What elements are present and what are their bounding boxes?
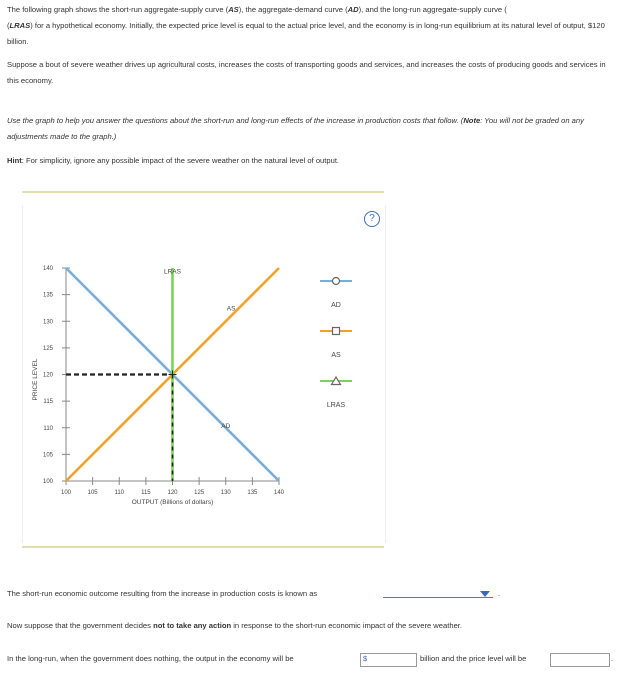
scenario-paragraph: Suppose a bout of severe weather drives up agricultural costs, increases the costs of transporting goods and services, and increases the costs of producing goods and services in this economy. xyxy=(7,60,606,85)
legend-lras-label: LRAS xyxy=(326,402,346,409)
currency-symbol: $ xyxy=(363,654,368,663)
y-tick-label: 135 xyxy=(42,292,53,299)
output-input[interactable] xyxy=(360,653,417,667)
graph-bottom-divider xyxy=(22,546,384,548)
y-tick-label: 115 xyxy=(43,399,53,406)
q1-dropdown[interactable] xyxy=(383,597,493,598)
y-axis-label: PRICE LEVEL xyxy=(32,358,39,401)
legend-ad-label: AD xyxy=(331,302,341,309)
y-tick-label: 105 xyxy=(42,452,53,459)
q1-period: . xyxy=(498,589,501,598)
legend-square-marker-icon[interactable] xyxy=(333,328,340,335)
q3-text-price: billion and the price level will be xyxy=(420,654,527,663)
q1-text: The short-run economic outcome resulting from the increase in production costs is known as xyxy=(7,589,318,598)
legend-as-label: AS xyxy=(331,352,341,359)
q3-period: . xyxy=(611,654,614,663)
x-axis-label: OUTPUT (Billions of dollars) xyxy=(131,499,214,506)
q2-text: Now suppose that the government decides not to take any action in response to the short-run economic impact of the severe weather. xyxy=(7,621,463,630)
x-tick-label: 115 xyxy=(141,490,151,496)
x-tick-label: 125 xyxy=(194,490,205,496)
y-tick-label: 130 xyxy=(42,319,53,326)
lras-curve-label: LRAS xyxy=(164,268,181,276)
ad-curve-label: AD xyxy=(221,422,231,430)
aggregate-supply-demand-chart[interactable] xyxy=(23,205,385,543)
x-tick-label: 130 xyxy=(220,490,231,496)
instructions-paragraph: Use the graph to help you answer the questions about the short-run and long-run effects of the increase in production costs that follow. (Note: You will not be graded on any adjustments made to the graph.) xyxy=(7,116,584,141)
x-tick-label: 140 xyxy=(273,490,285,496)
hint-paragraph: Hint: For simplicity, ignore any possible impact of the severe weather on the natural level of output. xyxy=(7,156,340,165)
graph-top-divider xyxy=(22,191,384,193)
y-tick-label: 100 xyxy=(42,479,53,485)
q3-text-output: In the long-run, when the government does nothing, the output in the economy will be xyxy=(7,654,294,663)
x-tick-label: 135 xyxy=(247,490,258,496)
y-tick-label: 125 xyxy=(42,345,53,352)
price-level-input[interactable] xyxy=(550,653,610,667)
as-curve-label: AS xyxy=(226,305,236,313)
x-tick-label: 100 xyxy=(60,490,72,496)
graph-panel[interactable] xyxy=(22,205,386,543)
x-tick-label: 105 xyxy=(87,490,98,496)
x-tick-label: 110 xyxy=(114,490,125,496)
y-tick-label: 110 xyxy=(43,425,53,432)
y-tick-label: 140 xyxy=(42,266,53,272)
dropdown-caret-icon[interactable] xyxy=(480,591,490,597)
y-tick-label: 120 xyxy=(42,372,53,379)
legend-circle-marker-icon[interactable] xyxy=(333,278,340,285)
x-tick-label: 120 xyxy=(167,490,178,496)
help-icon[interactable]: ? xyxy=(364,211,380,227)
intro-paragraph: The following graph shows the short-run aggregate-supply curve (AS), the aggregate-demand curve (AD), and the long-run aggregate-supply curve ( (LRAS) for a hypothetical economy. Initially, the expected price level is equal to the actual price level, and the economy is in long-run equilibrium at its natural level of output, $120 billion. xyxy=(7,5,605,46)
